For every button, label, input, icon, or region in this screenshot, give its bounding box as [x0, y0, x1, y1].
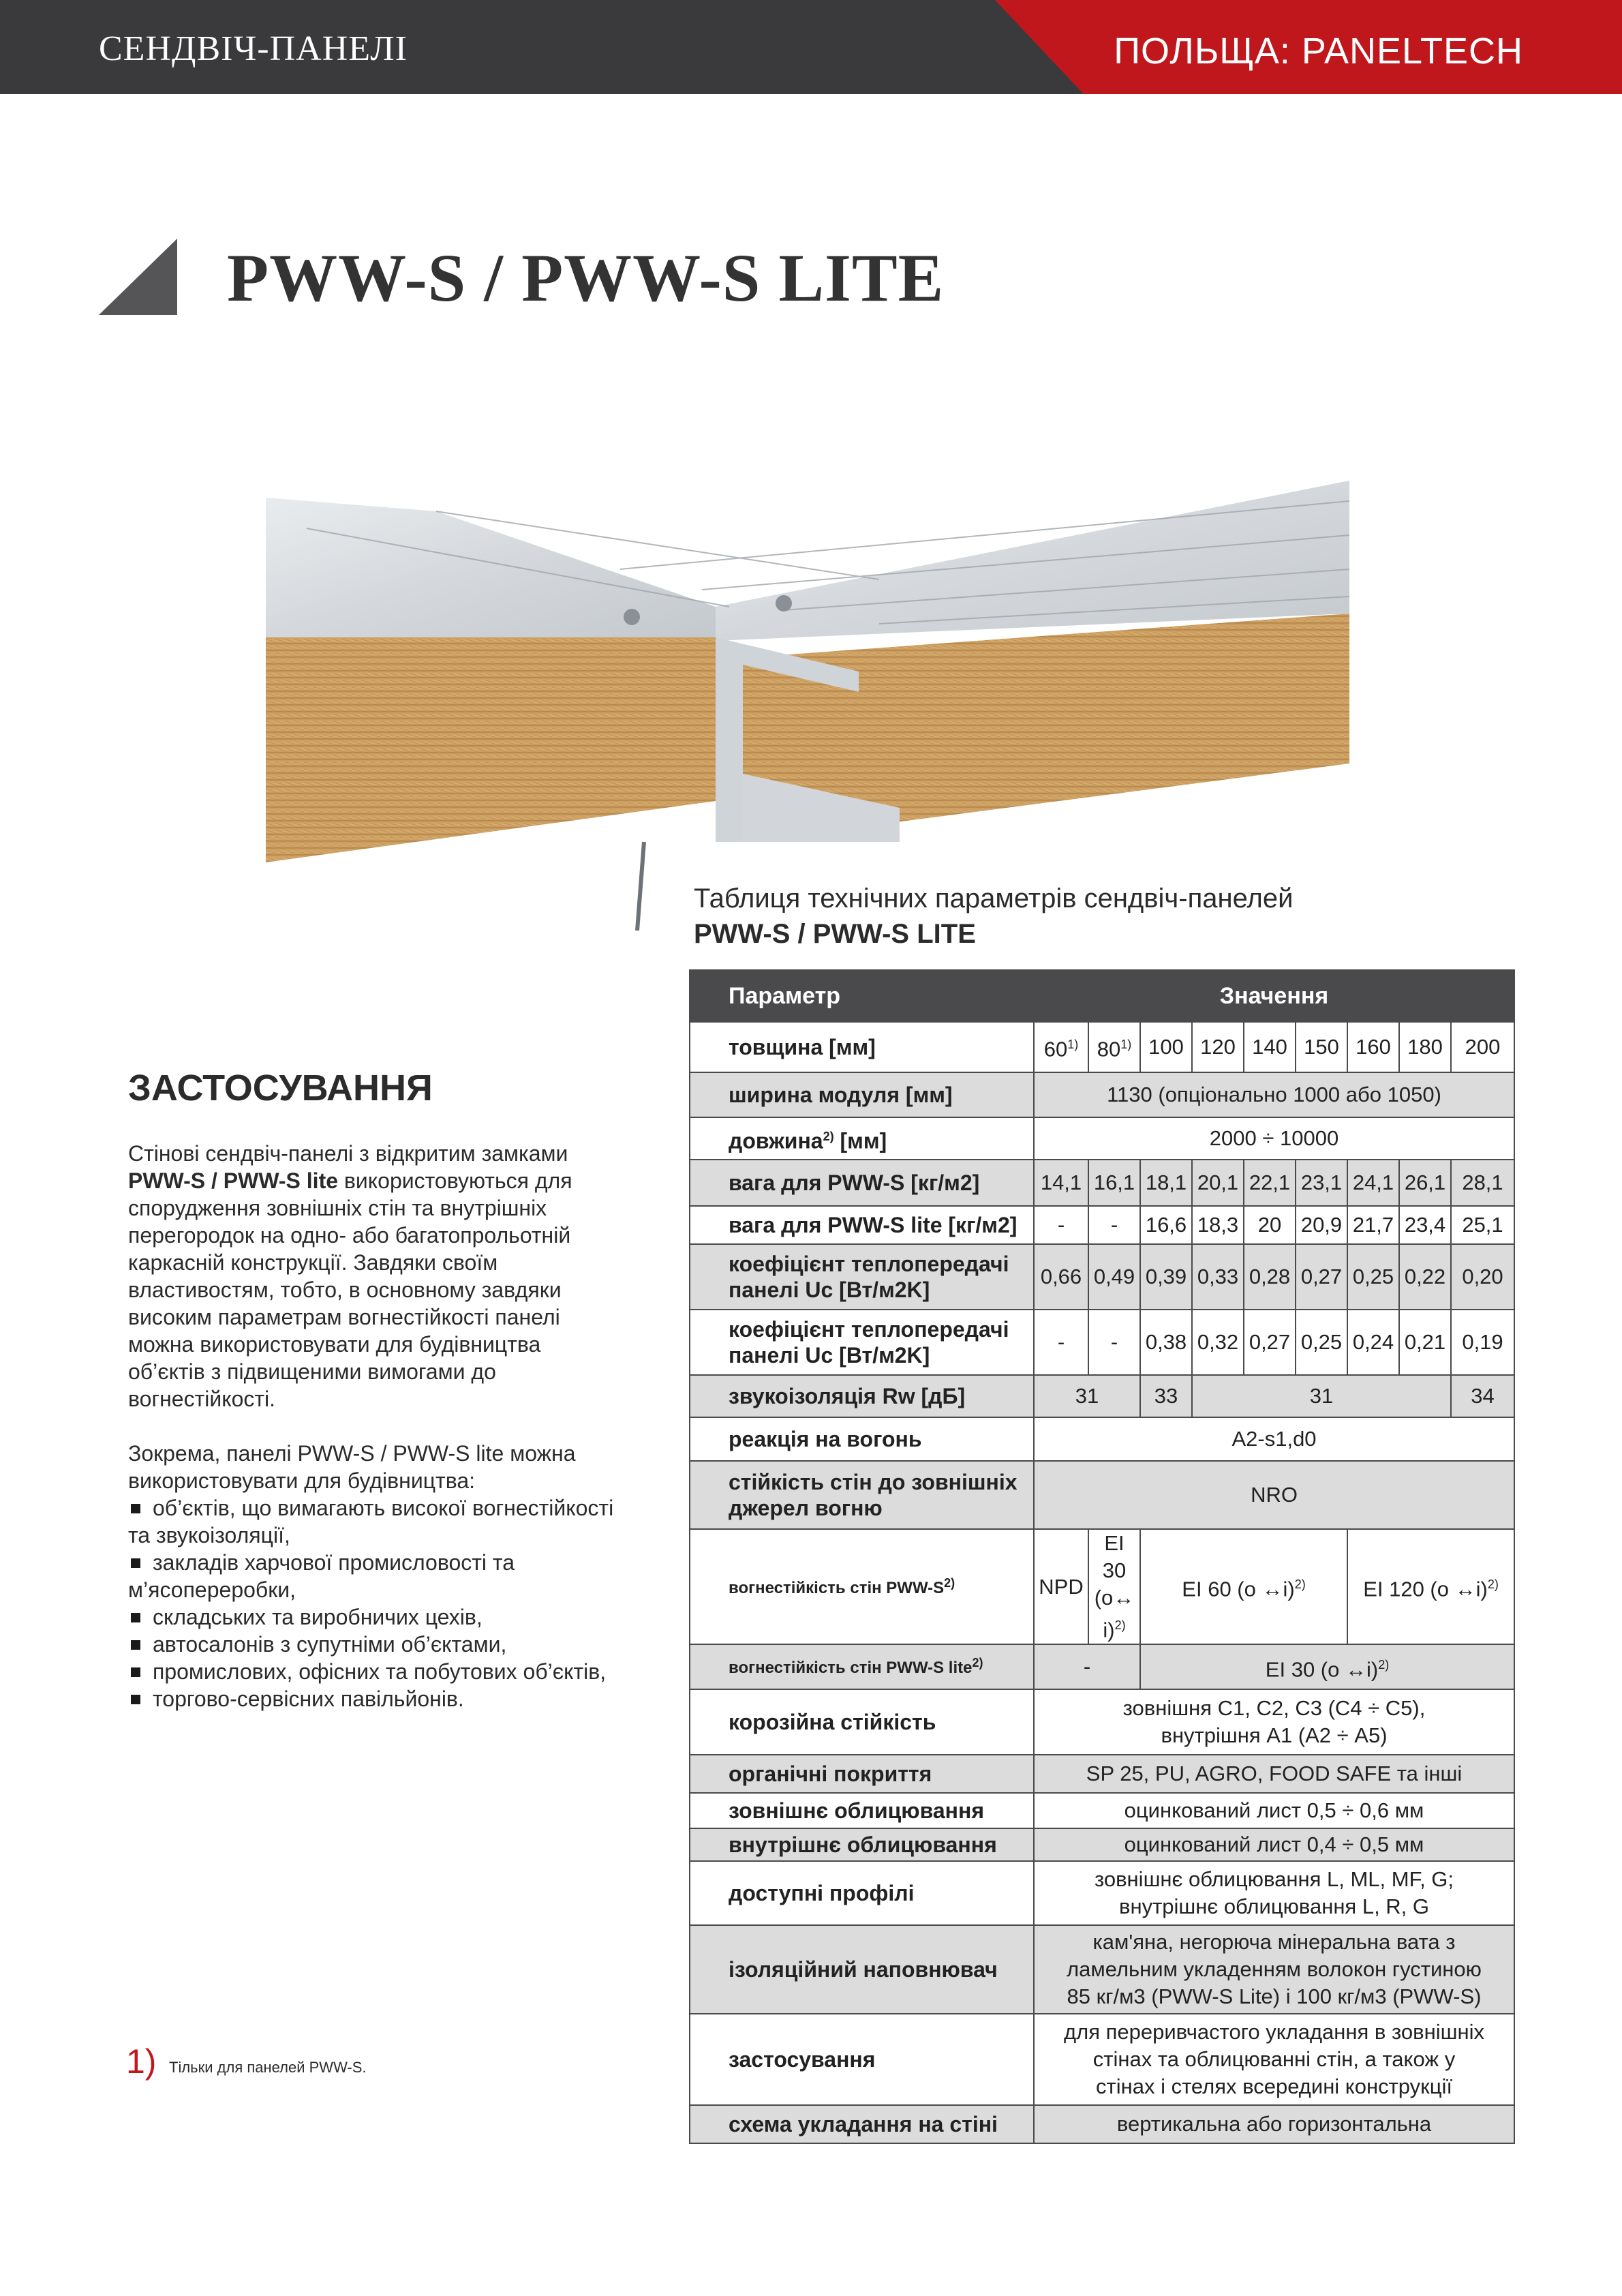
- table-row: [690, 1644, 1514, 1689]
- table-row: [690, 1022, 1514, 1072]
- cell-value: EI 60 (o ↔i): [1182, 1577, 1295, 1601]
- row-label: звукоізоляція Rw [дБ]: [690, 1375, 1034, 1417]
- label-line: джерел вогню: [729, 1496, 883, 1520]
- para-line: Зокрема, панелі PWW-S / PWW-S lite можна: [128, 1441, 576, 1466]
- cell: 180: [1399, 1022, 1451, 1072]
- header-supplier: ПОЛЬЩА: PANELTECH: [1114, 31, 1523, 72]
- bullet-text: автосалонів з супутніми об’єктами,: [153, 1632, 507, 1657]
- table-row: [690, 1244, 1514, 1310]
- cell: 0,27: [1244, 1310, 1296, 1375]
- cell-line: зовнішня С1, С2, С3 (С4 ÷ С5),: [1122, 1696, 1426, 1721]
- page-title: PWW-S / PWW-S LITE: [227, 240, 945, 316]
- cell: 0,20: [1451, 1244, 1514, 1310]
- cell: [1034, 2014, 1514, 2105]
- cell-line: зовнішнє облицювання L, ML, MF, G;: [1094, 1867, 1454, 1892]
- table-row: [690, 1925, 1514, 2014]
- cell: 25,1: [1451, 1206, 1514, 1244]
- cell: 16,1: [1088, 1160, 1140, 1206]
- table-caption: [694, 881, 1293, 952]
- cell: 20: [1244, 1206, 1296, 1244]
- cell: -: [1034, 1644, 1140, 1689]
- label-text: довжина: [729, 1128, 823, 1153]
- cell: оцинкований лист 0,4 ÷ 0,5 мм: [1034, 1828, 1514, 1861]
- row-label: ізоляційний наповнювач: [690, 1925, 1034, 2014]
- cell: [1140, 1529, 1347, 1644]
- row-label: корозійна стійкість: [690, 1689, 1034, 1755]
- row-label: [690, 1244, 1034, 1310]
- usage-paragraph: [128, 1440, 660, 1712]
- bullet-square-icon: [131, 1695, 140, 1704]
- cell: 0,21: [1399, 1310, 1451, 1375]
- cell: 26,1: [1399, 1160, 1451, 1206]
- cell: [1034, 1861, 1514, 1925]
- cell-value: 60: [1043, 1037, 1068, 1061]
- para-line: каркасній конструкції. Завдяки своїм: [128, 1250, 498, 1275]
- row-label: [690, 1644, 1034, 1689]
- bullet-item: [128, 1685, 660, 1712]
- row-label: [690, 1529, 1034, 1644]
- footnote-mark: 2): [944, 1575, 955, 1590]
- bullet-item: [128, 1494, 660, 1522]
- cell: 0,19: [1451, 1310, 1514, 1375]
- section-heading: ЗАСТОСУВАННЯ: [128, 1068, 433, 1108]
- technical-parameters-table: [689, 969, 1515, 2144]
- table-row: [690, 1529, 1514, 1644]
- row-label: [690, 1117, 1034, 1160]
- cell: 16,6: [1140, 1206, 1192, 1244]
- para-line: можна використовувати для будівництва: [128, 1332, 541, 1357]
- bullet-item: [128, 1658, 660, 1685]
- para-line-rest: використовуються для: [338, 1168, 572, 1193]
- para-line: Стінові сендвіч-панелі з відкритим замками: [128, 1141, 568, 1166]
- footnote-mark: 2): [972, 1656, 983, 1670]
- cell: A2-s1,d0: [1034, 1417, 1514, 1461]
- cell: -: [1034, 1310, 1088, 1375]
- table-row: [690, 1072, 1514, 1117]
- cell: 100: [1140, 1022, 1192, 1072]
- bullet-square-icon: [131, 1640, 140, 1650]
- table-row: [690, 2014, 1514, 2105]
- cell: 200: [1451, 1022, 1514, 1072]
- bullet-item: [128, 1603, 660, 1631]
- cell: 28,1: [1451, 1160, 1514, 1206]
- footnote-mark: 2): [1114, 1618, 1126, 1632]
- cell: 0,25: [1347, 1244, 1399, 1310]
- cell-line: EI 30: [1102, 1531, 1127, 1582]
- cell: 1130 (опціонально 1000 або 1050): [1034, 1072, 1514, 1117]
- cell: -: [1034, 1206, 1088, 1244]
- table-row: [690, 1828, 1514, 1861]
- row-label: зовнішнє облицювання: [690, 1793, 1034, 1828]
- footnote-mark: 2): [1378, 1657, 1390, 1672]
- para-line: використовувати для будівництва:: [128, 1468, 476, 1493]
- cell: 120: [1192, 1022, 1244, 1072]
- cell-line: стінах та облицюванні стін, а також у: [1092, 2047, 1456, 2072]
- row-label: вага для PWW-S [кг/м2]: [690, 1160, 1034, 1206]
- bullet-square-icon: [131, 1667, 140, 1677]
- table-caption-line2: PWW-S / PWW-S LITE: [694, 919, 976, 949]
- bullet-square-icon: [131, 1558, 140, 1568]
- cell: 20,1: [1192, 1160, 1244, 1206]
- cell-line: внутрішнє облицювання L, R, G: [1118, 1894, 1430, 1919]
- bullet-item: [128, 1549, 660, 1576]
- cell-line: для переривчастого укладання в зовнішніх: [1064, 2020, 1484, 2044]
- cell: 23,4: [1399, 1206, 1451, 1244]
- table-row: [690, 1206, 1514, 1244]
- label-line: панелі Uc [Вт/м2K]: [729, 1343, 930, 1368]
- title-triangle-icon: [99, 239, 177, 315]
- bullet-square-icon: [131, 1613, 140, 1622]
- cell: [1088, 1022, 1140, 1072]
- cell: 160: [1347, 1022, 1399, 1072]
- bullet-item: [128, 1631, 660, 1658]
- cell: 22,1: [1244, 1160, 1296, 1206]
- para-line: перегородок на одно- або багатопрольотній: [128, 1223, 571, 1248]
- cell: -: [1088, 1310, 1140, 1375]
- label-text: вогнестійкість стін PWW-S lite: [729, 1659, 973, 1678]
- cell-line: ламельним укладенням волокон густиною: [1067, 1957, 1482, 1982]
- footnote-text: Тільки для панелей PWW-S.: [169, 2059, 367, 2076]
- bullet-text: торгово-сервісних павільйонів.: [153, 1687, 464, 1711]
- row-label: схема укладання на стіні: [690, 2105, 1034, 2143]
- bullet-continuation: м’ясопереробки,: [128, 1577, 296, 1602]
- footnote-mark: 1): [1067, 1038, 1079, 1052]
- bullet-text: промислових, офісних та побутових об’єктів,: [153, 1659, 607, 1684]
- row-label: [690, 1461, 1034, 1529]
- table-row: [690, 1755, 1514, 1793]
- cell: 0,49: [1088, 1244, 1140, 1310]
- page-header: [0, 0, 1622, 94]
- row-label: органічні покриття: [690, 1755, 1034, 1793]
- table-row: [690, 1310, 1514, 1375]
- label-unit: [мм]: [833, 1128, 887, 1153]
- table-row: [690, 1417, 1514, 1461]
- bullet-square-icon: [131, 1504, 140, 1513]
- row-label: [690, 1310, 1034, 1375]
- table-caption-line1: Таблиця технічних параметрів сендвіч-панелей: [694, 883, 1294, 913]
- table-row: [690, 1793, 1514, 1828]
- cell: 150: [1296, 1022, 1347, 1072]
- table-header-row: [690, 970, 1514, 1022]
- table-row: [690, 1160, 1514, 1206]
- para-line: вогнестійкості.: [128, 1387, 276, 1411]
- cell: 24,1: [1347, 1160, 1399, 1206]
- cell: 0,33: [1192, 1244, 1244, 1310]
- row-label: вага для PWW-S lite [кг/м2]: [690, 1206, 1034, 1244]
- cell: 23,1: [1296, 1160, 1347, 1206]
- footnote-mark: 2): [823, 1129, 834, 1143]
- cell: 18,1: [1140, 1160, 1192, 1206]
- header-category: СЕНДВІЧ-ПАНЕЛІ: [99, 29, 408, 68]
- cell: 0,32: [1192, 1310, 1244, 1375]
- para-line: [128, 1167, 660, 1194]
- cell: -: [1088, 1206, 1140, 1244]
- table-row: [690, 1689, 1514, 1755]
- cell-line: кам'яна, негорюча мінеральна вата з: [1092, 1930, 1456, 1954]
- cell: NPD: [1034, 1529, 1088, 1644]
- cell-value: 80: [1097, 1037, 1121, 1061]
- footnote-number: 1): [126, 2042, 157, 2081]
- footnote-mark: 2): [1487, 1577, 1499, 1591]
- cell: 0,22: [1399, 1244, 1451, 1310]
- cell: 18,3: [1192, 1206, 1244, 1244]
- table-row: [690, 1375, 1514, 1417]
- para-line: властивостям, тобто, в основному завдяки: [128, 1278, 562, 1302]
- cell: 0,24: [1347, 1310, 1399, 1375]
- table-row: [690, 1861, 1514, 1925]
- cell: NRO: [1034, 1461, 1514, 1529]
- cell: 0,66: [1034, 1244, 1088, 1310]
- para-line: високим параметрам вогнестійкості панелі: [128, 1305, 560, 1329]
- row-label: товщина [мм]: [690, 1022, 1034, 1072]
- footnote-mark: 1): [1120, 1038, 1132, 1052]
- cell-line: стінах і стелях всередині конструкції: [1096, 2074, 1452, 2099]
- footnote-mark: 2): [1294, 1577, 1306, 1591]
- row-label: внутрішнє облицювання: [690, 1828, 1034, 1861]
- cell-value: EI 120 (o ↔i): [1363, 1577, 1488, 1601]
- cell: 0,39: [1140, 1244, 1192, 1310]
- cell: 33: [1140, 1375, 1192, 1417]
- label-line: стійкість стін до зовнішніх: [729, 1470, 1017, 1494]
- header-value: Значення: [1034, 970, 1514, 1022]
- cell-line: 85 кг/м3 (PWW-S Lite) і 100 кг/м3 (PWW-S): [1067, 1984, 1482, 2009]
- cell-value: (o↔ i): [1094, 1586, 1135, 1642]
- cell: 140: [1244, 1022, 1296, 1072]
- bullet-continuation: та звукоізоляції,: [128, 1523, 290, 1547]
- cell: 2000 ÷ 10000: [1034, 1117, 1514, 1160]
- header-parameter: Параметр: [690, 970, 1034, 1022]
- panel-illustration: [266, 372, 1349, 965]
- cell: 0,38: [1140, 1310, 1192, 1375]
- cell: [1347, 1529, 1514, 1644]
- cell: 0,28: [1244, 1244, 1296, 1310]
- label-line: коефіцієнт теплопередачі: [729, 1317, 1009, 1342]
- label-line: панелі Uc [Вт/м2K]: [729, 1278, 930, 1302]
- label-text: вогнестійкість стін PWW-S: [729, 1578, 945, 1597]
- row-label: ширина модуля [мм]: [690, 1072, 1034, 1117]
- bullet-text: закладів харчової промисловості та: [153, 1550, 515, 1575]
- cell: 20,9: [1296, 1206, 1347, 1244]
- cell: 31: [1192, 1375, 1451, 1417]
- row-label: доступні профілі: [690, 1861, 1034, 1925]
- table-row: [690, 2105, 1514, 2143]
- label-line: коефіцієнт теплопередачі: [729, 1252, 1009, 1276]
- cell: вертикальна або горизонтальна: [1034, 2105, 1514, 2143]
- bullet-text: об’єктів, що вимагають високої вогнестійкості: [153, 1496, 614, 1520]
- cell: 14,1: [1034, 1160, 1088, 1206]
- para-line: об’єктів з підвищеними вимогами до: [128, 1359, 496, 1384]
- para-bold-product: PWW-S / PWW-S lite: [128, 1168, 339, 1193]
- cell: [1140, 1644, 1514, 1689]
- cell: 31: [1034, 1375, 1140, 1417]
- cell: 0,25: [1296, 1310, 1347, 1375]
- table-row: [690, 1461, 1514, 1529]
- application-paragraph: [128, 1140, 660, 1413]
- para-line: спорудження зовнішніх стін та внутрішніх: [128, 1196, 547, 1220]
- cell: [1034, 1689, 1514, 1755]
- cell: 21,7: [1347, 1206, 1399, 1244]
- cell: 34: [1451, 1375, 1514, 1417]
- cell: [1034, 1022, 1088, 1072]
- row-label: реакція на вогонь: [690, 1417, 1034, 1461]
- cell: 0,27: [1296, 1244, 1347, 1310]
- cell-line: внутрішня А1 (А2 ÷ А5): [1161, 1723, 1388, 1748]
- cell: оцинкований лист 0,5 ÷ 0,6 мм: [1034, 1793, 1514, 1828]
- table-row: [690, 1117, 1514, 1160]
- cell-value: EI 30 (o ↔i): [1265, 1657, 1379, 1681]
- bullet-text: складських та виробничих цехів,: [153, 1605, 483, 1629]
- cell: [1034, 1925, 1514, 2014]
- cell: [1088, 1529, 1140, 1644]
- cell-line: [1092, 1584, 1137, 1644]
- cell: SP 25, PU, AGRO, FOOD SAFE та інші: [1034, 1755, 1514, 1793]
- row-label: застосування: [690, 2014, 1034, 2105]
